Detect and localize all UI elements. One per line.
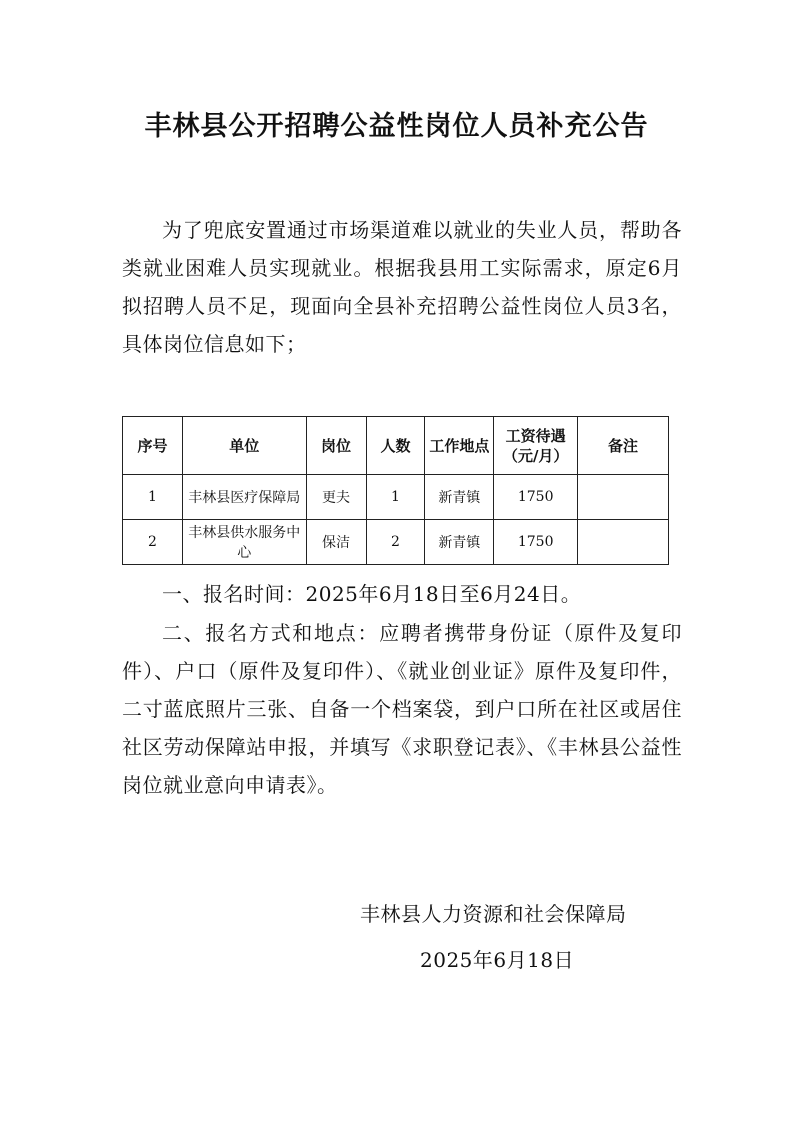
header-remark: 备注 [578,417,669,475]
header-count: 人数 [366,417,425,475]
cell-pay: 1750 [494,475,578,520]
job-table [122,416,669,565]
header-pay-line2: （元/月） [502,446,569,465]
cell-remark [578,520,669,565]
table-row [123,475,669,520]
cell-unit: 丰林县医疗保障局 [182,475,306,520]
issuing-organization: 丰林县人力资源和社会保障局 [360,902,627,926]
cell-pay: 1750 [494,520,578,565]
header-seq: 序号 [123,417,183,475]
cell-place: 新青镇 [425,520,494,565]
header-pay [494,417,578,475]
cell-count: 2 [366,520,425,565]
issue-date: 2025年6月18日 [420,948,575,972]
cell-place: 新青镇 [425,475,494,520]
table-header-row [123,417,669,475]
page-title: 丰林县公开招聘公益性岗位人员补充公告 [144,111,649,142]
header-unit: 单位 [182,417,306,475]
cell-post: 保洁 [306,520,366,565]
cell-unit: 丰林县供水服务中心 [182,520,306,565]
header-post: 岗位 [306,417,366,475]
registration-method: 二、报名方式和地点：应聘者携带身份证（原件及复印件）、户口（原件及复印件）、《就业创业证》原件及复印件，二寸蓝底照片三张、自备一个档案袋，到户口所在社区或居住社区劳动保障站申报，并填写《求职登记表》、《丰林县公益性岗位就业意向申请表》。 [122,621,682,797]
cell-count: 1 [366,475,425,520]
cell-seq: 1 [123,475,183,520]
cell-seq: 2 [123,520,183,565]
table-row [123,520,669,565]
registration-time: 一、报名时间：2025年6月18日至6月24日。 [162,582,582,606]
header-place: 工作地点 [425,417,494,475]
intro-paragraph: 为了兜底安置通过市场渠道难以就业的失业人员，帮助各类就业困难人员实现就业。根据我县用工实际需求，原定6月拟招聘人员不足，现面向全县补充招聘公益性岗位人员3名，具体岗位信息如下； [122,218,682,356]
header-pay-line1: 工资待遇 [505,426,566,445]
cell-post: 更夫 [306,475,366,520]
cell-remark [578,475,669,520]
